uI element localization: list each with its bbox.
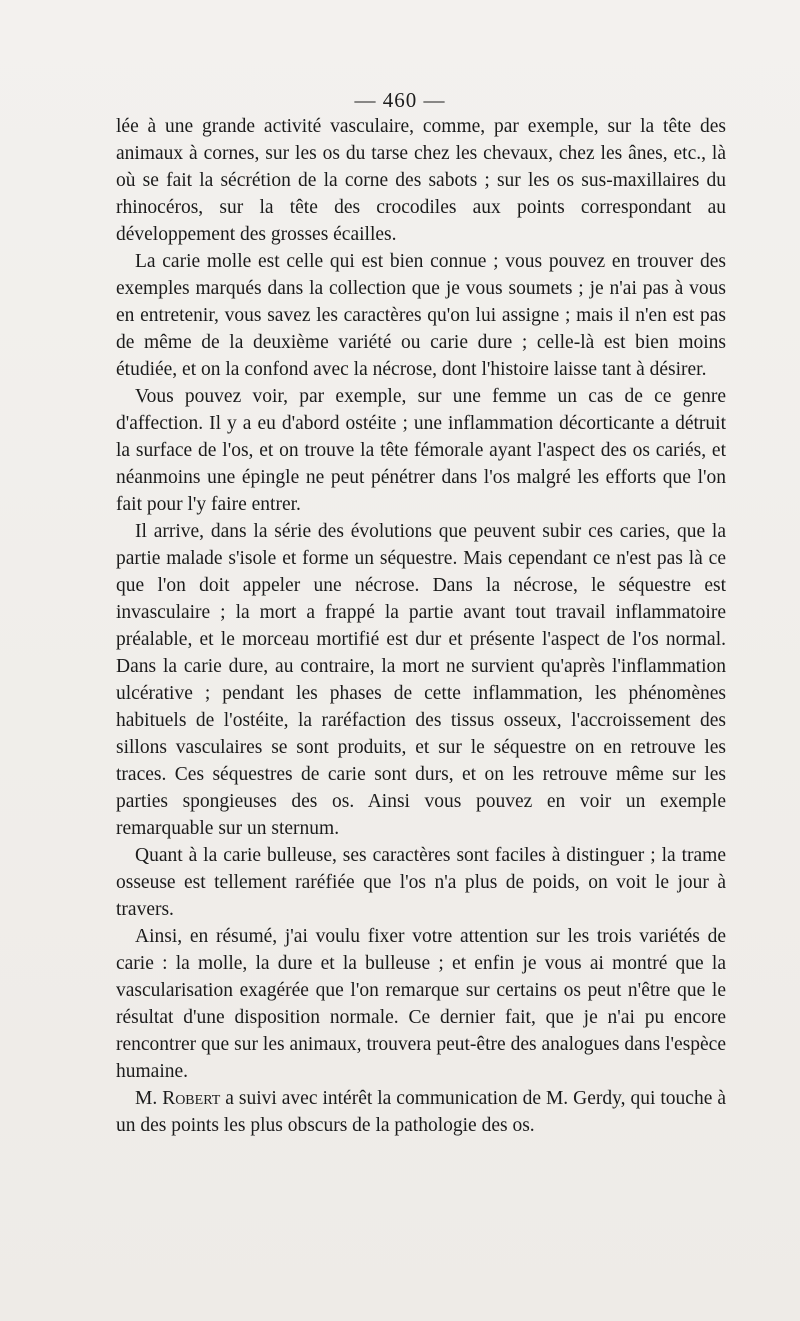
paragraph-5: Quant à la carie bulleuse, ses caractères sont faciles à distinguer ; la trame osseuse est tellement raréfiée que l'os n'a plus de poids, on voit le jour à travers. xyxy=(116,845,726,920)
paragraph-7-text: a suivi avec intérêt la communication de M. Gerdy, qui touche à un des points les plus obscurs de la pathologie des os. xyxy=(116,1088,726,1136)
paragraph-3: Vous pouvez voir, par exemple, sur une femme un cas de ce genre d'affection. Il y a eu d'abord ostéite ; une inflammation décorticante a détruit la surface de l'os, et on trouve la tête fémorale ayant l'aspect des os cariés, et néanmoins une épingle ne peut pénétrer dans l'os malgré les efforts que l'on fait pour l'y faire entrer. xyxy=(116,386,726,515)
paragraph-7 xyxy=(116,1085,726,1139)
body-text xyxy=(116,113,726,1139)
paragraph-4: Il arrive, dans la série des évolutions que peuvent subir ces caries, que la partie malade s'isole et forme un séquestre. Mais cependant ce n'est pas là ce que l'on doit appeler une nécrose. Dans la nécrose, le séquestre est invasculaire ; la mort a frappé la partie avant tout travail inflammatoire préalable, et le morceau mortifié est dur et présente l'aspect de l'os normal. Dans la carie dure, au contraire, la mort ne survient qu'après l'inflammation ulcérative ; pendant les phases de cette inflammation, les phénomènes habituels de l'ostéite, la raréfaction des tissus osseux, l'accroissement des sillons vasculaires se sont produits, et sur le séquestre on en retrouve les traces. Ces séquestres de carie sont durs, et on les retrouve même sur les parties spongieuses des os. Ainsi vous pouvez en voir un exemple remarquable sur un sternum. xyxy=(116,521,726,839)
page-number: — 460 — xyxy=(354,88,446,112)
paragraph-6: Ainsi, en résumé, j'ai voulu fixer votre attention sur les trois variétés de carie : la molle, la dure et la bulleuse ; et enfin je vous ai montré que la vascularisation exagérée que l'on remarque sur certains os peut n'être que le résultat d'une disposition normale. Ce dernier fait, que je n'ai pu encore rencontrer que sur les animaux, trouvera peut-être des analogues dans l'espèce humaine. xyxy=(116,926,726,1082)
paragraph-1: lée à une grande activité vasculaire, comme, par exemple, sur la tête des animaux à cornes, sur les os du tarse chez les chevaux, chez les ânes, etc., là où se fait la sécrétion de la corne des sabots ; sur les os sus-maxillaires du rhinocéros, sur la tête des crocodiles aux points correspondant au développement des grosses écailles. xyxy=(116,116,726,245)
paragraph-2: La carie molle est celle qui est bien connue ; vous pouvez en trouver des exemples marqués dans la collection que je vous soumets ; je n'ai pas à vous en entretenir, vous savez les caractères qu'on lui assigne ; mais il n'en est pas de même de la deuxième variété ou carie dure ; celle-là est bien moins étudiée, et on la confond avec la nécrose, dont l'histoire laisse tant à désirer. xyxy=(116,251,726,380)
speaker-name: M. Robert xyxy=(135,1088,221,1109)
